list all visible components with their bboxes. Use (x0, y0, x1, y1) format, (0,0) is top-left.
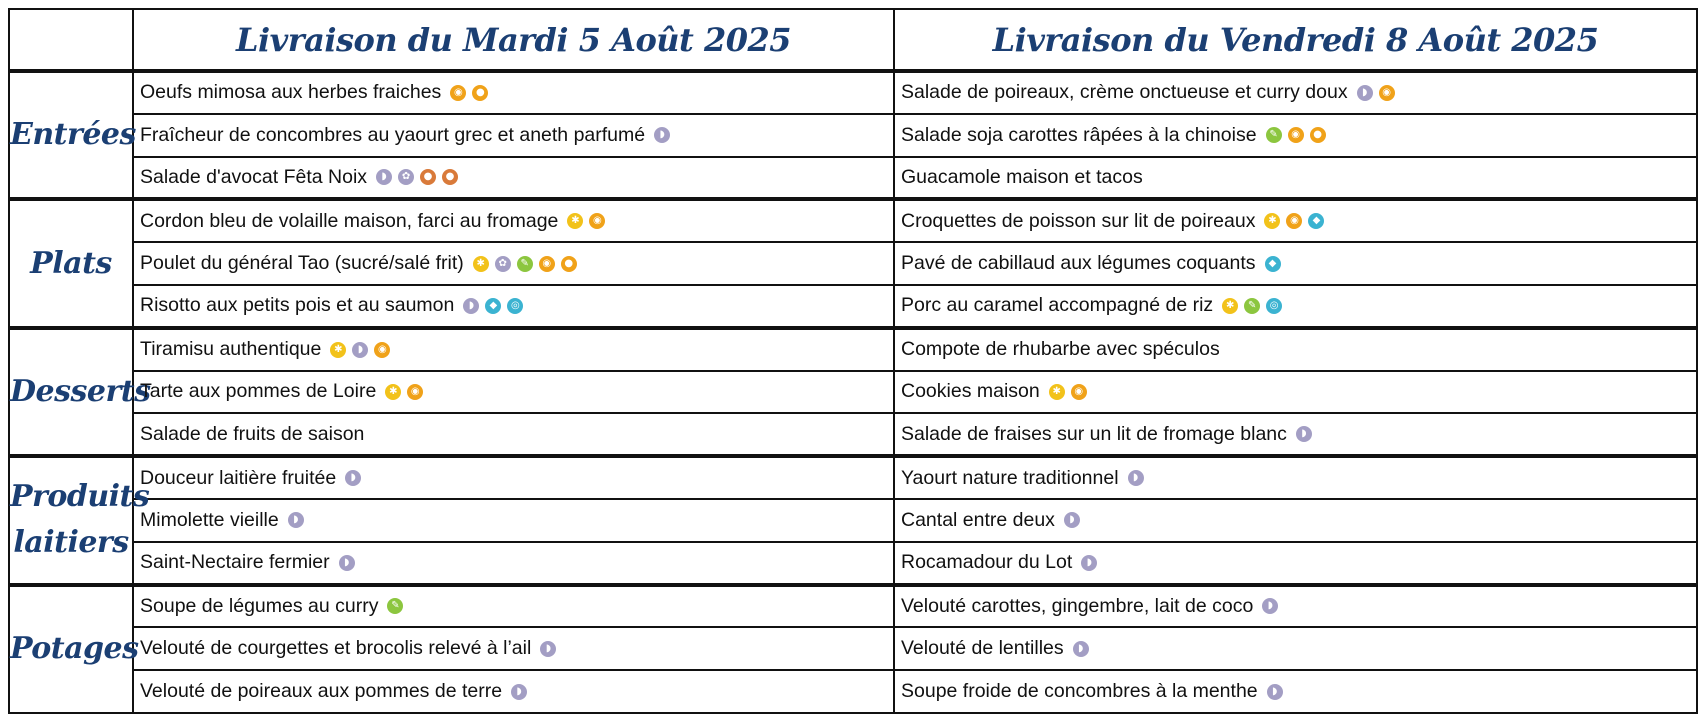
dish-cell-friday (894, 499, 1697, 542)
dish-name: Yaourt nature traditionnel (901, 466, 1119, 489)
dish-name: Cordon bleu de volaille maison, farci au fromage (140, 209, 559, 232)
dish-cell-tuesday (133, 285, 894, 328)
category-label: Entrées (9, 71, 133, 199)
allergen-oeuf-icon: ◉ (407, 384, 423, 400)
dish-name: Salade soja carottes râpées à la chinoise (901, 123, 1257, 146)
dish-name: Douceur laitière fruitée (140, 466, 337, 489)
category-label: Produits laitiers (9, 456, 133, 584)
dish-cell-tuesday (133, 670, 894, 713)
allergen-lait-icon: ◗ (376, 169, 392, 185)
dish-name: Salade d'avocat Fêta Noix (140, 165, 368, 188)
table-row (9, 456, 1697, 499)
allergen-lait-icon: ◗ (654, 127, 670, 143)
allergen-oeuf-icon: ◉ (1286, 213, 1302, 229)
allergen-moutarde-icon: ● (472, 85, 488, 101)
dish-name: Mimolette vieille (140, 508, 279, 531)
dish-name: Saint-Nectaire fermier (140, 551, 330, 574)
allergen-lait-icon: ◗ (345, 470, 361, 486)
allergen-lait-icon: ◗ (511, 684, 527, 700)
table-row (9, 542, 1697, 585)
dish-cell-tuesday (133, 242, 894, 285)
table-row (9, 242, 1697, 285)
dish-name: Salade de poireaux, crème onctueuse et curry doux (901, 81, 1348, 104)
allergen-lait-icon: ◗ (540, 641, 556, 657)
allergen-oeuf-icon: ◉ (374, 342, 390, 358)
dish-cell-tuesday (133, 199, 894, 242)
dish-cell-tuesday (133, 371, 894, 414)
dish-cell-tuesday (133, 585, 894, 628)
table-row (9, 114, 1697, 157)
dish-name: Velouté carottes, gingembre, lait de coco (901, 594, 1254, 617)
allergen-celeri-icon: ✎ (517, 256, 533, 272)
allergen-moutarde-icon: ● (1310, 127, 1326, 143)
corner-cell (9, 9, 133, 71)
dish-cell-friday (894, 328, 1697, 371)
dish-name: Rocamadour du Lot (901, 551, 1073, 574)
category-label: Desserts (9, 328, 133, 456)
dish-name: Compote de rhubarbe avec spéculos (901, 338, 1220, 361)
dish-cell-friday (894, 157, 1697, 200)
category-label: Plats (9, 199, 133, 327)
table-row (9, 285, 1697, 328)
table-row (9, 499, 1697, 542)
dish-cell-friday (894, 585, 1697, 628)
dish-cell-tuesday (133, 413, 894, 456)
allergen-sesame-icon: ✿ (398, 169, 414, 185)
allergen-lait-icon: ◗ (463, 298, 479, 314)
dish-name: Cookies maison (901, 380, 1040, 403)
dish-name: Risotto aux petits pois et au saumon (140, 294, 455, 317)
dish-cell-tuesday (133, 157, 894, 200)
dish-cell-friday (894, 71, 1697, 114)
dish-name: Croquettes de poisson sur lit de poireaux (901, 209, 1256, 232)
category-label: Potages (9, 585, 133, 713)
dish-name: Tarte aux pommes de Loire (140, 380, 377, 403)
dish-cell-friday (894, 242, 1697, 285)
allergen-lait-icon: ◗ (1073, 641, 1089, 657)
dish-cell-tuesday (133, 328, 894, 371)
allergen-poisson-icon: ◆ (485, 298, 501, 314)
dish-name: Velouté de courgettes et brocolis relevé à l’ail (140, 637, 532, 660)
dish-name: Tiramisu authentique (140, 338, 322, 361)
allergen-lait-icon: ◗ (1064, 512, 1080, 528)
allergen-poisson-icon: ◆ (1308, 213, 1324, 229)
table-row (9, 413, 1697, 456)
allergen-gluten-icon: ✱ (1222, 298, 1238, 314)
allergen-lait-icon: ◗ (1262, 598, 1278, 614)
allergen-lait-icon: ◗ (352, 342, 368, 358)
allergen-lait-icon: ◗ (1081, 555, 1097, 571)
allergen-poisson-icon: ◆ (1265, 256, 1281, 272)
table-row (9, 627, 1697, 670)
dish-cell-tuesday (133, 499, 894, 542)
dish-name: Soupe de légumes au curry (140, 594, 379, 617)
dish-cell-tuesday (133, 71, 894, 114)
allergen-crustace-icon: ◎ (507, 298, 523, 314)
header-tuesday: Livraison du Mardi 5 Août 2025 (133, 9, 894, 71)
table-row (9, 199, 1697, 242)
dish-name: Oeufs mimosa aux herbes fraiches (140, 81, 442, 104)
allergen-crustace-icon: ◎ (1266, 298, 1282, 314)
dish-name: Soupe froide de concombres à la menthe (901, 680, 1258, 703)
allergen-oeuf-icon: ◉ (1379, 85, 1395, 101)
menu-body (9, 71, 1697, 713)
dish-cell-friday (894, 371, 1697, 414)
allergen-gluten-icon: ✱ (1049, 384, 1065, 400)
table-row (9, 71, 1697, 114)
allergen-oeuf-icon: ◉ (450, 85, 466, 101)
allergen-oeuf-icon: ◉ (589, 213, 605, 229)
dish-cell-friday (894, 627, 1697, 670)
table-row (9, 371, 1697, 414)
allergen-gluten-icon: ✱ (385, 384, 401, 400)
allergen-oeuf-icon: ◉ (539, 256, 555, 272)
table-row (9, 328, 1697, 371)
dish-name: Cantal entre deux (901, 508, 1055, 531)
dish-cell-tuesday (133, 456, 894, 499)
dish-name: Pavé de cabillaud aux légumes coquants (901, 252, 1256, 275)
dish-name: Salade de fraises sur un lit de fromage blanc (901, 422, 1287, 445)
allergen-fruitcoque-icon: ● (420, 169, 436, 185)
allergen-sesame-icon: ✿ (495, 256, 511, 272)
dish-name: Poulet du général Tao (sucré/salé frit) (140, 252, 464, 275)
allergen-celeri-icon: ✎ (1266, 127, 1282, 143)
dish-cell-friday (894, 199, 1697, 242)
allergen-lait-icon: ◗ (1267, 684, 1283, 700)
allergen-lait-icon: ◗ (1357, 85, 1373, 101)
allergen-celeri-icon: ✎ (387, 598, 403, 614)
allergen-gluten-icon: ✱ (330, 342, 346, 358)
allergen-lait-icon: ◗ (1128, 470, 1144, 486)
allergen-lait-icon: ◗ (288, 512, 304, 528)
dish-cell-friday (894, 456, 1697, 499)
table-row (9, 585, 1697, 628)
allergen-oeuf-icon: ◉ (1288, 127, 1304, 143)
allergen-lait-icon: ◗ (1296, 426, 1312, 442)
table-row (9, 670, 1697, 713)
allergen-celeri-icon: ✎ (1244, 298, 1260, 314)
dish-cell-tuesday (133, 114, 894, 157)
dish-cell-friday (894, 114, 1697, 157)
dish-cell-friday (894, 542, 1697, 585)
table-row (9, 157, 1697, 200)
allergen-gluten-icon: ✱ (473, 256, 489, 272)
header-row (9, 9, 1697, 71)
dish-cell-friday (894, 670, 1697, 713)
allergen-arachide-icon: ● (442, 169, 458, 185)
dish-name: Porc au caramel accompagné de riz (901, 294, 1214, 317)
dish-cell-tuesday (133, 542, 894, 585)
dish-cell-tuesday (133, 627, 894, 670)
allergen-moutarde-icon: ● (561, 256, 577, 272)
delivery-menu-table (8, 8, 1698, 714)
allergen-oeuf-icon: ◉ (1071, 384, 1087, 400)
dish-name: Velouté de poireaux aux pommes de terre (140, 680, 503, 703)
dish-name: Fraîcheur de concombres au yaourt grec et aneth parfumé (140, 123, 646, 146)
header-friday: Livraison du Vendredi 8 Août 2025 (894, 9, 1697, 71)
dish-cell-friday (894, 413, 1697, 456)
allergen-gluten-icon: ✱ (1264, 213, 1280, 229)
allergen-gluten-icon: ✱ (567, 213, 583, 229)
allergen-lait-icon: ◗ (339, 555, 355, 571)
dish-name: Salade de fruits de saison (140, 422, 365, 445)
dish-name: Guacamole maison et tacos (901, 165, 1143, 188)
dish-name: Velouté de lentilles (901, 637, 1064, 660)
dish-cell-friday (894, 285, 1697, 328)
